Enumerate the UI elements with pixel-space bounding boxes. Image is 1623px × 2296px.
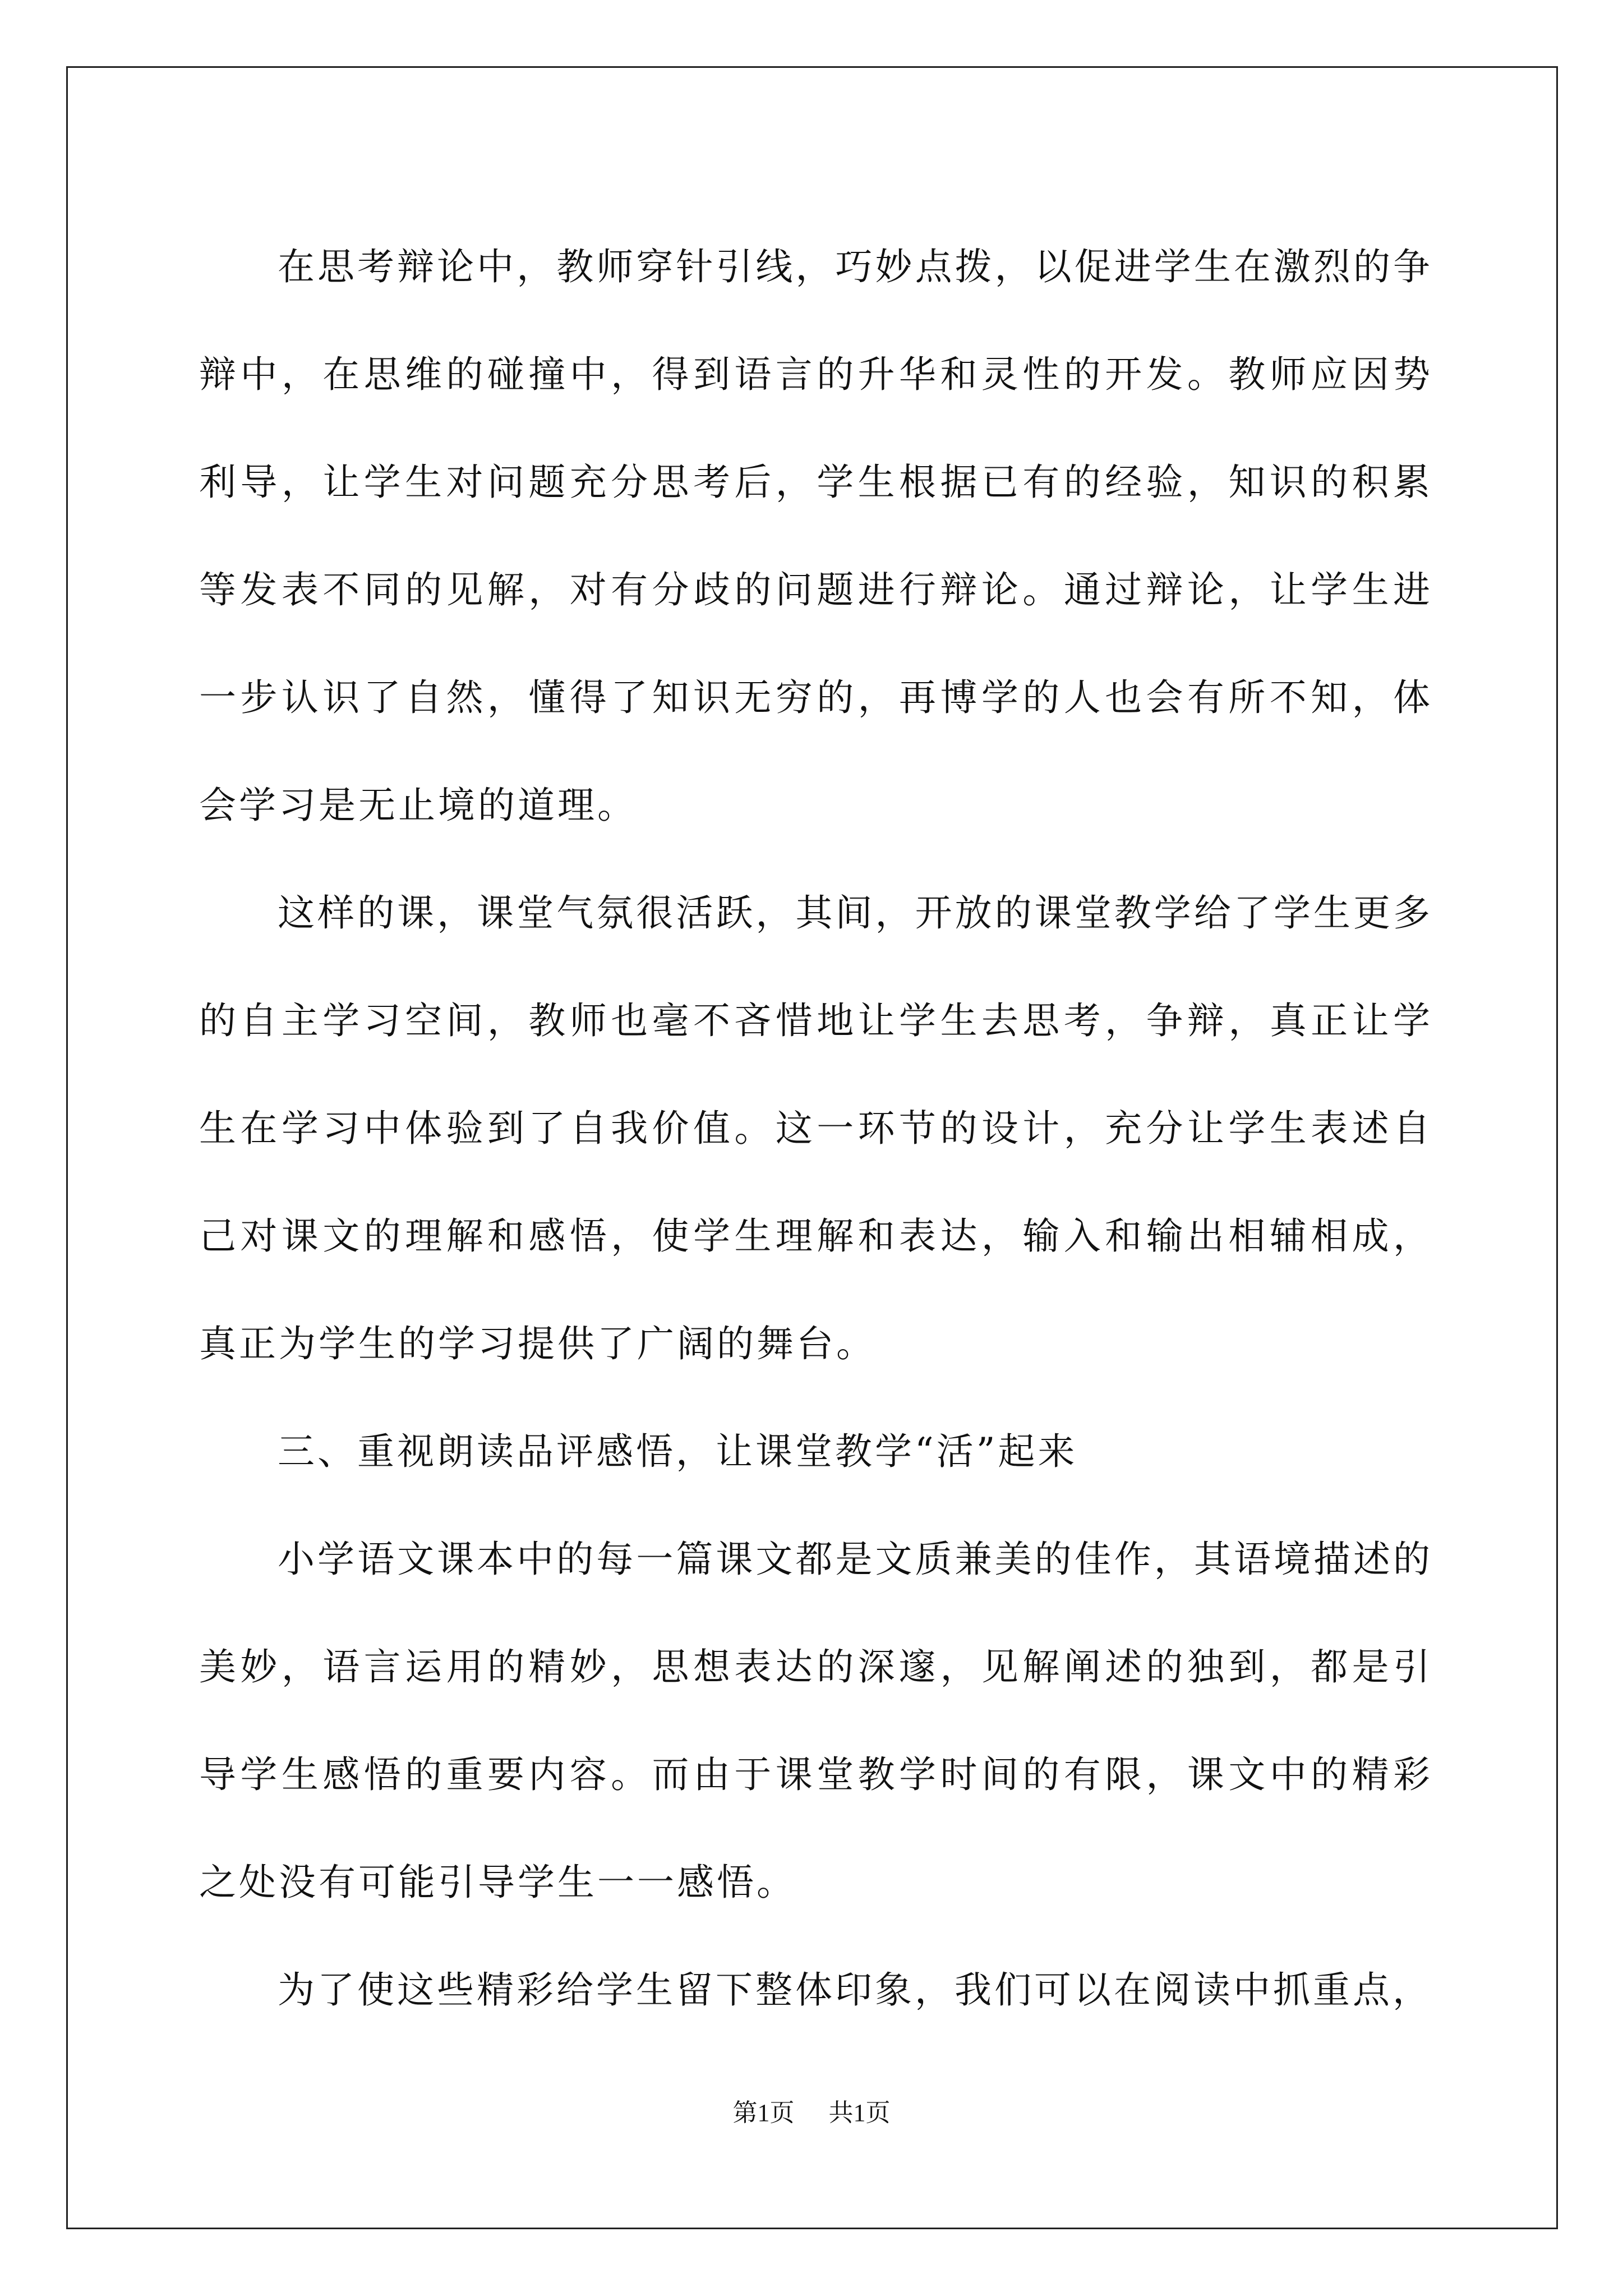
document-body — [199, 213, 1433, 2044]
paragraph-1: 在思考辩论中，教师穿针引线，巧妙点拨，以促进学生在激烈的争辩中，在思维的碰撞中，得到语言的升华和灵性的开发。教师应因势利导，让学生对问题充分思考后，学生根据已有的经验，知识的积累等发表不同的见解，对有分歧的问题进行辩论。通过辩论，让学生进一步认识了自然，懂得了知识无穷的，再博学的人也会有所不知，体会学习是无止境的道理。 — [199, 245, 1433, 827]
paragraph-2: 这样的课，课堂气氛很活跃，其间，开放的课堂教学给了学生更多的自主学习空间，教师也毫不吝惜地让学生去思考，争辩，真正让学生在学习中体验到了自我价值。这一环节的设计，充分让学生表述自己对课文的理解和感悟，使学生理解和表达，输入和输出相辅相成，真正为学生的学习提供了广阔的舞台。 — [199, 891, 1433, 1365]
page-number-total: 共1页 — [828, 2099, 891, 2127]
page-footer — [0, 2092, 1623, 2128]
paragraph-4: 为了使这些精彩给学生留下整体印象，我们可以在阅读中抓重点， — [278, 1968, 1432, 2012]
section-heading: 三、重视朗读品评感悟，让课堂教学“活”起来 — [278, 1430, 1078, 1473]
page-number-current: 第1页 — [732, 2099, 795, 2127]
paragraph-3: 小学语文课本中的每一篇课文都是文质兼美的佳作，其语境描述的美妙，语言运用的精妙，思想表达的深邃，见解阐述的独到，都是引导学生感悟的重要内容。而由于课堂教学时间的有限，课文中的精彩之处没有可能引导学生一一感悟。 — [199, 1538, 1433, 1904]
